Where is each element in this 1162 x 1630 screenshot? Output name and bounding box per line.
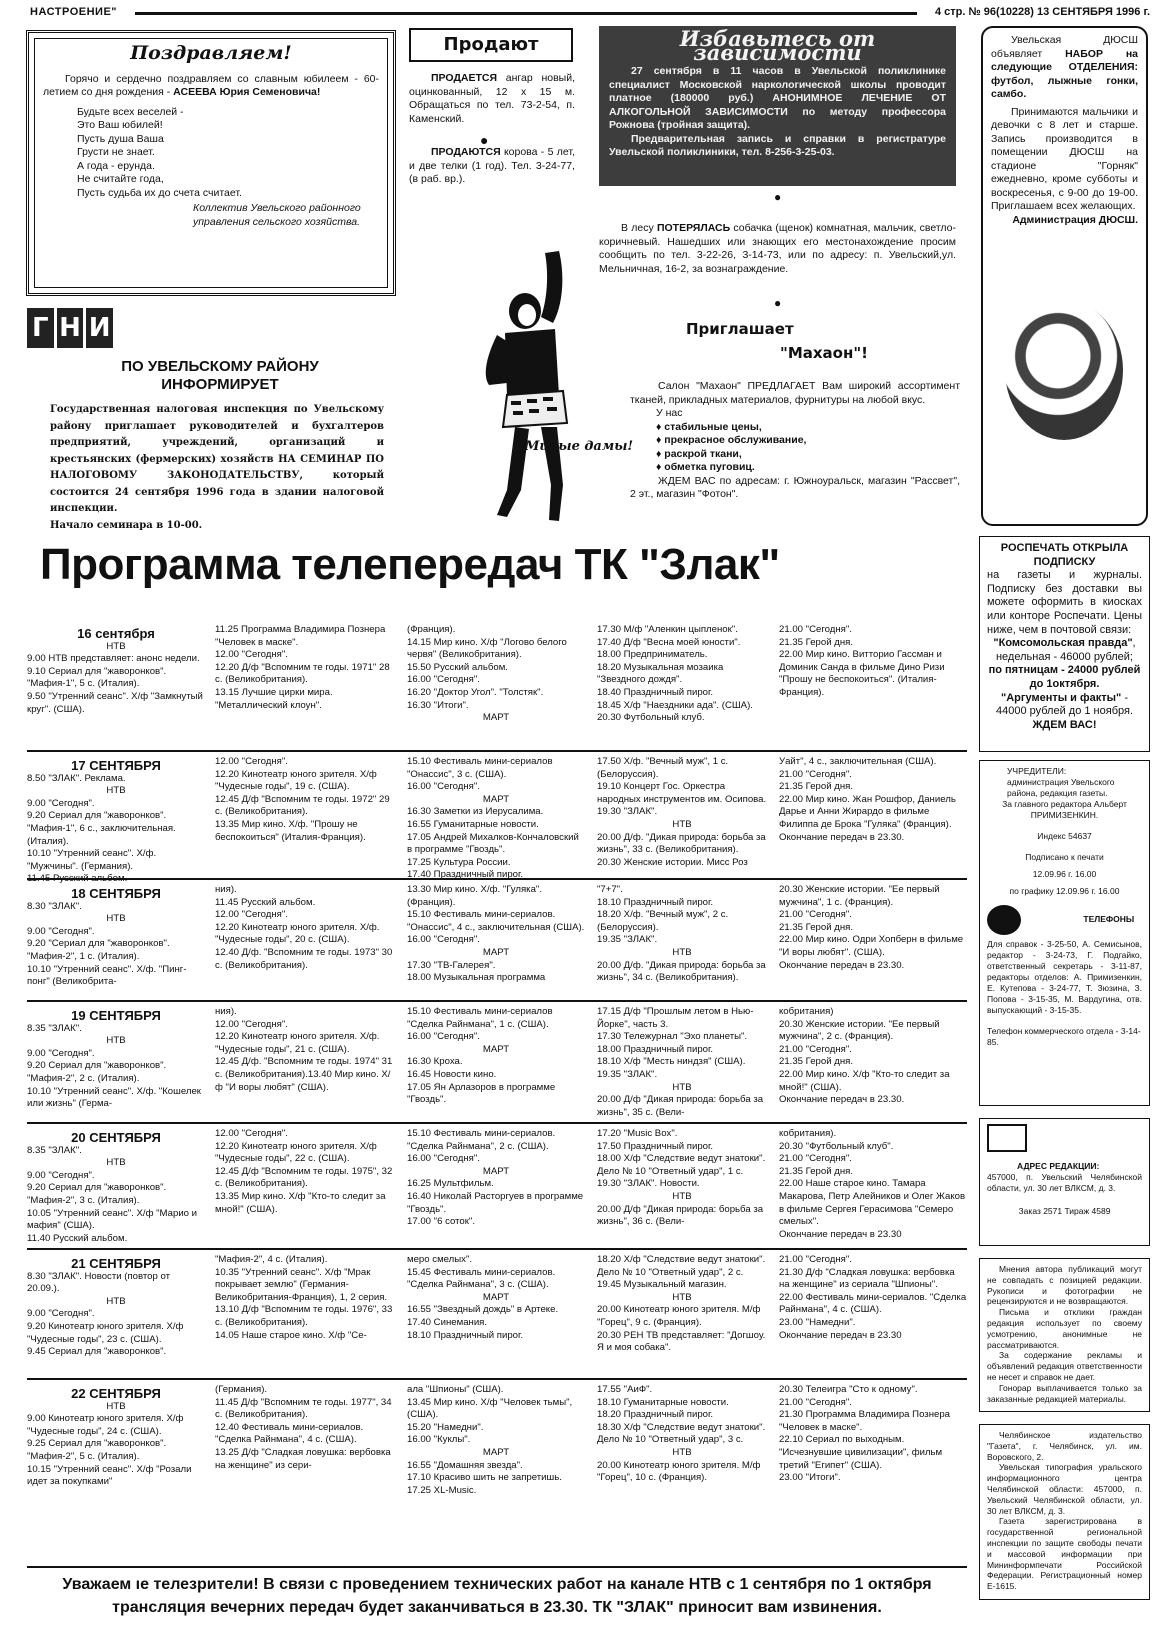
- program-entry: 18.10 Х/ф "Месть ниндзя" (США).: [597, 1056, 746, 1068]
- channel-label: НТВ: [106, 1400, 126, 1412]
- program-entry: 23.00 "Намедни".: [779, 1316, 856, 1328]
- program-entry: 8.30 "ЗЛАК". Новости (повтор от 20.09.).: [27, 1270, 171, 1295]
- program-entry: 9.45 Сериал для "жаворонков".: [27, 1346, 167, 1358]
- program-entry: 19.35 "ЗЛАК".: [597, 934, 658, 946]
- program-entry: 11.25 Программа Владимира Познера "Человек в маске".: [215, 624, 386, 648]
- channel-label: МАРТ: [482, 946, 510, 958]
- program-entry: 19.45 Музыкальный магазин.: [597, 1279, 727, 1291]
- program-entry: "7+7".: [597, 884, 623, 895]
- program-entry: 21.35 Герой дня.: [779, 781, 854, 793]
- tv-column: [407, 1128, 585, 1229]
- program-entry: 19.10 Концерт Гос. Оркестра народных инструментов им. Осипова.: [597, 781, 767, 805]
- channel-label: НТВ: [106, 785, 126, 797]
- program-entry: 15.10 Фестиваль мини-сериалов. "Сделка Райнмана", 2 с. (США).: [407, 1128, 556, 1152]
- addiction-title: Избавьтесь от зависимости: [679, 26, 876, 65]
- tv-column: [597, 1254, 767, 1355]
- channel-label: НТВ: [106, 1157, 126, 1169]
- program-entry: 17.50 Х/ф. "Вечный муж", 1 с. (Белоруссия).: [597, 756, 729, 780]
- channel-label: МАРТ: [482, 712, 510, 724]
- program-entry: 21.00 "Сегодня".: [779, 624, 852, 635]
- telephone-icon: [987, 905, 1021, 935]
- program-entry: 15.50 Русский альбом.: [407, 661, 508, 673]
- issue-info: 4 стр. № 96(10228) 13 СЕНТЯБРЯ 1996 г.: [934, 6, 1150, 18]
- tv-day-heading: 18 СЕНТЯБРЯ: [71, 886, 161, 901]
- program-entry: 9.50 "Утренний сеанс". Х/ф "Замкнутый круг". (США).: [27, 690, 203, 715]
- program-entry: 10.15 "Утренний сеанс". Х/ф "Розали идет за покупками": [27, 1463, 192, 1488]
- tv-column: [779, 1128, 967, 1241]
- tv-column: [779, 1384, 967, 1485]
- program-entry: меро смелых".: [407, 1254, 473, 1265]
- program-entry: 20.30 Телеигра "Сто к одному".: [779, 1384, 918, 1395]
- program-entry: 23.00 "Итоги".: [779, 1472, 841, 1484]
- program-entry: 17.15 Д/ф "Прошлым летом в Нью-Йорке", часть 3.: [597, 1006, 754, 1030]
- program-entry: 22.10 Сериал по выходным. "Исчезнувшие цивилизации", фильм третий "Египет" (США).: [779, 1434, 943, 1471]
- tv-program-title: Программа телепередач ТК "Злак": [40, 540, 780, 589]
- program-entry: 16.55 "Домашняя звезда".: [407, 1459, 523, 1471]
- program-entry: 17.40 Синемания.: [407, 1316, 488, 1328]
- program-entry: Окончание передач в 23.30.: [779, 831, 905, 843]
- program-entry: 13.15 Лучшие цирки мира. "Металлический клоун".: [215, 686, 333, 711]
- program-entry: 22.00 Мир кино. Жан Рошфор, Даниель Дарье и Анни Жирардо в фильме Филиппа де Брока "Гуляка" (Франция).: [779, 793, 956, 830]
- congratulations-title: Поздравляем!: [130, 42, 292, 64]
- program-entry: 18.40 Праздничный пирог.: [597, 686, 714, 698]
- celebrant-name: АСЕЕВА Юрия Семеновича!: [173, 86, 321, 98]
- program-entry: 13.35 Мир кино. Х/ф "Кто-то следит за мной!" (США).: [215, 1190, 386, 1215]
- program-entry: 20.00 Кинотеатр юного зрителя. М/ф "Горец", 10 с. (Франция).: [597, 1459, 761, 1484]
- program-entry: 22.00 Наше старое кино. Тамара Макарова, Петр Алейников и Олег Жаков в фильме Сергея Герасимова "Семеро смелых".: [779, 1178, 966, 1228]
- program-entry: 13.35 Мир кино. Х/ф. "Прошу не беспокоиться" (Италия-Франция).: [215, 818, 366, 843]
- header-rule: [135, 12, 917, 15]
- congratulations-intro: Горячо и сердечно поздравляем со славным юбилеем - 60-летием со дня рождения - АСЕЕВА Юрия Семеновича!: [43, 72, 379, 98]
- program-entry: 9.00 НТВ представляет: анонс недели.: [27, 653, 200, 665]
- sport-school-body: Принимаются мальчики и девочки с 8 лет и старше. Запись производится в помещении ДЮСШ на стадионе "Горняк" ежедневно, кроме субботы и воскресенья, с 9-00 до 19-00. Приглашаем всех желающих.: [991, 105, 1138, 212]
- program-entry: 12.00 "Сегодня".: [215, 1128, 288, 1139]
- program-entry: 20.00 Кинотеатр юного зрителя. М/ф "Горец", 9 с. (Франция).: [597, 1304, 761, 1328]
- addiction-treatment-ad: [599, 26, 956, 186]
- tv-column: [215, 1384, 395, 1472]
- program-entry: 18.20 Праздничный пирог.: [597, 1409, 714, 1421]
- program-entry: Уайт", 4 с., заключительная (США).: [779, 756, 937, 767]
- tax-inspection-title: ПО УВЕЛЬСКОМУ РАЙОНУ ИНФОРМИРУЕТ: [121, 358, 319, 393]
- dancing-woman-illustration: [467, 245, 634, 535]
- program-entry: 21.00 "Сегодня".: [779, 909, 852, 921]
- tv-viewer-notice: Уважаем ıе телезрители! В связи с проведением технических работ на канале НТВ с 1 сентября по 1 октября трансляция вечерних передач будет заканчиваться в 23.30. ТК "ЗЛАК" приносит вам извинения.: [27, 1566, 967, 1619]
- tv-day-row: [27, 1122, 967, 1244]
- tv-day-heading: 20 СЕНТЯБРЯ: [71, 1130, 161, 1145]
- tv-day-heading: 17 СЕНТЯБРЯ: [71, 758, 161, 773]
- tv-column: [27, 1254, 205, 1359]
- program-entry: 12.40 Фестиваль мини-сериалов. "Сделка Райнмана", 4 с. (США).: [215, 1421, 364, 1446]
- program-entry: 20.00 Д/ф. "Дикая природа: борьба за жизнь", 34 с. (Великобритания).: [597, 959, 766, 984]
- program-entry: 9.00 "Сегодня".: [27, 925, 95, 937]
- program-entry: Окончание передач в 23.30: [779, 1228, 902, 1240]
- program-entry: 11.40 Русский альбом.: [27, 1232, 128, 1244]
- program-entry: 8.50 "ЗЛАК". Реклама.: [27, 772, 126, 784]
- program-entry: 21.35 Герой дня.: [779, 1165, 854, 1177]
- program-entry: 20.30 Женские истории. Мисс Роз: [597, 856, 748, 868]
- program-entry: 22.00 Мир кино. Витторио Гассман и Доминик Санда в фильме Дино Ризи "Прошу не беспокоиться". (Италия-Франция).: [779, 649, 945, 698]
- program-entry: 17.20 "Music Box".: [597, 1128, 678, 1139]
- channel-label: НТВ: [672, 1291, 692, 1303]
- tax-seminar-notice: Государственная налоговая инспекция по Увельскому району приглашает руководителей и бухгалтеров предприятий, учреждений, организаций и крестьянских (фермерских) хозяйств НА СЕМИНАР ПО НАЛОГОВОМУ ЗАКОНОДАТЕЛЬСТВУ, который состоится 24 сентября 1996 года в здании налоговой инспекции. Начало семинара в 10-00.: [50, 404, 384, 531]
- for-sale-header: Продают: [409, 28, 573, 62]
- tv-column: [407, 884, 585, 985]
- program-entry: 12.20 Д/ф "Вспомним те годы. 1971" 28 с. (Великобритания).: [215, 661, 390, 686]
- program-entry: 9.20 Сериал для "жаворонков". "Мафия-2", 2 с. (Италия).: [27, 1060, 167, 1084]
- program-entry: 9.20 Кинотеатр юного зрителя. Х/ф "Чудесные годы", 23 с. (США).: [27, 1320, 184, 1345]
- program-entry: 21.35 Герой дня.: [779, 636, 854, 648]
- program-entry: 13.45 Мир кино. Х/ф "Человек тьмы", (США).: [407, 1396, 573, 1421]
- program-entry: 16.30 "Итоги".: [407, 699, 469, 711]
- tv-day-row: [27, 620, 967, 744]
- program-entry: 9.20 Сериал для "жаворонков". "Мафия-1", 6 с., заключительная. (Италия).: [27, 810, 176, 847]
- program-entry: 18.20 Х/ф. "Вечный муж", 2 с. (Белоруссия).: [597, 909, 729, 933]
- tv-column: [779, 1254, 967, 1342]
- program-entry: 18.10 Праздничный пирог.: [407, 1329, 524, 1341]
- channel-label: МАРТ: [482, 1446, 510, 1458]
- tv-column: [27, 756, 205, 886]
- tv-day-row: [27, 878, 967, 996]
- program-entry: 17.00 "6 соток".: [407, 1216, 475, 1228]
- program-entry: 10.35 "Утренний сеанс". Х/ф "Мрак покрывает землю" (Германия-Великобритания-Франция), 1, 2 серия.: [215, 1266, 388, 1303]
- program-entry: кобритания): [779, 1006, 834, 1017]
- program-entry: 17.40 Праздничный пирог.: [407, 869, 524, 881]
- program-entry: 12.00 "Сегодня".: [215, 649, 288, 661]
- program-entry: 9.00 "Сегодня".: [27, 797, 95, 809]
- tax-inspection-logo: Г Н И: [27, 308, 113, 348]
- tv-column: [407, 1006, 585, 1107]
- tv-column: [27, 624, 205, 716]
- program-entry: 19.30 "ЗЛАК". Новости.: [597, 1178, 700, 1190]
- program-entry: 16.40 Николай Расторгуев в программе "Гвоздь".: [407, 1190, 584, 1215]
- founders-box: УЧРЕДИТЕЛИ: администрация Увельского района, редакция газеты. За главного редактора Альберт ПРИМИЗЕНКИН. Индекс 54637 Подписано к печати 12.09.96 г. 16.00 по графику 12.09.96 г. 16.00 ТЕЛЕФОНЫ Для справок - 3-25-50, А. Семисынов, редактор - 3-24-73, Г. Подгайко, ответственный секретарь - 3-11-87, редакторы отделов: А. Примизенкин, Е. Кутепова - 3-24-77, Т. Зюзина, З. Попова - 3-15-35, М. Вардугина, отв. выпускающий - 3-15-35. Телефон коммерческого отдела - 3-14-85.: [979, 760, 1150, 1106]
- program-entry: 9.00 "Сегодня".: [27, 1047, 95, 1059]
- program-entry: 21.35 Герой дня.: [779, 921, 854, 933]
- football-icon: [1005, 300, 1123, 440]
- tv-column: [779, 884, 967, 972]
- program-entry: 17.55 "АиФ".: [597, 1384, 653, 1395]
- program-entry: 16.30 Кроха.: [407, 1056, 463, 1068]
- program-entry: 16.00 "Сегодня".: [407, 781, 480, 793]
- program-entry: 9.20 "Сериал для "жаворонков". "Мафия-2", 1 с. (Италия).: [27, 938, 170, 962]
- program-entry: 13.30 Мир кино. Х/ф. "Гуляка". (Франция).: [407, 884, 542, 908]
- figure-caption: Милые дамы!: [525, 439, 634, 454]
- program-entry: 12.20 Кинотеатр юного зрителя. Х/ф. "Чудесные годы", 21 с. (США).: [215, 1031, 380, 1055]
- program-entry: 12.00 "Сегодня".: [215, 1018, 288, 1030]
- tv-day-row: [27, 1378, 967, 1560]
- program-entry: 12.40 Д/ф. "Вспомним те годы. 1973" 30 с. (Великобритания).: [215, 946, 393, 971]
- program-entry: 17.05 Ян Арлазоров в программе "Гвоздь".: [407, 1081, 556, 1106]
- tv-column: [597, 624, 767, 725]
- tv-column: [779, 756, 967, 844]
- program-entry: 17.25 Культура России.: [407, 856, 511, 868]
- tv-column: [597, 884, 767, 985]
- addiction-contact: Предварительная запись и справки в регистратуре Увельской поликлиники, тел. 8-256-3-25-03.: [609, 132, 946, 158]
- channel-label: НТВ: [672, 946, 692, 958]
- program-entry: ния).: [215, 1006, 237, 1017]
- program-entry: 17.30 Тележурнал "Эхо планеты".: [597, 1031, 748, 1043]
- program-entry: 16.00 "Сегодня".: [407, 1153, 480, 1165]
- program-entry: 12.00 "Сегодня".: [215, 756, 288, 767]
- program-entry: 22.00 Мир кино. Одри Хопберн в фильме "И воры любят". (США).: [779, 934, 964, 958]
- program-entry: 18.30 Х/ф "Следствие ведут знатоки". Дело № 10 "Ответный удар", 3 с.: [597, 1421, 766, 1446]
- program-entry: 12.20 Кинотеатр юного зрителя. Х/ф. "Чудесные годы", 20 с. (США).: [215, 921, 380, 946]
- tv-column: [597, 1128, 767, 1229]
- tv-column: [215, 884, 395, 972]
- separator-dot-icon: ●: [774, 190, 782, 204]
- tv-column: [407, 1384, 585, 1497]
- program-entry: 11.45 Русский альбом.: [215, 896, 316, 908]
- tv-column: [27, 884, 205, 989]
- sport-school-ad: [981, 26, 1148, 526]
- program-entry: 12.45 Д/ф. "Вспомним те годы. 1974" 31 с. (Великобритания).13.40 Мир кино. Х/ф "И воры любят" (США).: [215, 1056, 393, 1093]
- congratulations-box: [26, 30, 396, 296]
- program-entry: 18.10 Праздничный пирог.: [597, 896, 714, 908]
- program-entry: 18.00 Праздничный пирог.: [597, 1043, 714, 1055]
- program-entry: 16.30 Заметки из Иерусалима.: [407, 806, 544, 818]
- program-entry: 12.00 "Сегодня".: [215, 909, 288, 921]
- program-entry: 21.00 "Сегодня".: [779, 768, 852, 780]
- program-entry: 12.45 Д/ф "Вспомним те годы. 1972" 29 с. (Великобритания).: [215, 793, 390, 818]
- tv-column: [27, 1006, 205, 1111]
- tv-day-heading: 16 сентября: [77, 626, 155, 641]
- channel-label: НТВ: [672, 1446, 692, 1458]
- program-entry: 21.00 "Сегодня".: [779, 1043, 852, 1055]
- program-entry: 20.30 Женские истории. "Ее первый мужчина", 1 с. (Франция).: [779, 884, 940, 908]
- program-entry: 17.50 Праздничный пирог.: [597, 1140, 714, 1152]
- tv-column: [407, 1254, 585, 1342]
- program-entry: 9.00 "Сегодня".: [27, 1308, 95, 1320]
- program-entry: 17.30 "ТВ-Галерея".: [407, 959, 496, 971]
- tv-column: [407, 756, 585, 882]
- program-entry: 14.05 Наше старое кино. Х/ф "Се-: [215, 1329, 367, 1341]
- program-entry: ала "Шпионы" (США).: [407, 1384, 504, 1395]
- addiction-body: 27 сентября в 11 часов в Увельской поликлинике специалист Московской наркологической школы проводит платное (180000 руб.) АНОНИМНОЕ ЛЕЧЕНИЕ ОТ АЛКОГОЛЬНОЙ ЗАВИСИМОСТИ по методу профессора Рожнова (тройная защита).: [609, 65, 946, 131]
- tv-day-heading: 22 СЕНТЯБРЯ: [71, 1386, 161, 1401]
- makhaon-ad-body: Салон "Махаон" ПРЕДЛАГАЕТ Вам широкий ассортимент тканей, прикладных материалов, фурнитуры на любой вкус. У нас ♦ стабильные цены, ♦ прекрасное обслуживание, ♦ раскрой ткани, ♦ обметка пуговиц. ЖДЕМ ВАС по адресам: г. Южноуральск, магазин "Рассвет", 2 эт., магазин "Фотон".: [630, 380, 960, 500]
- program-entry: 13.25 Д/ф "Сладкая ловушка: вербовка на женщине" из сери-: [215, 1446, 391, 1471]
- program-entry: 16.45 Новости кино.: [407, 1068, 497, 1080]
- program-entry: 16.55 "Звездный дождь" в Артеке.: [407, 1304, 559, 1316]
- makhaon-title-line2: "Махаон"!: [780, 344, 868, 362]
- address-box: АДРЕС РЕДАКЦИИ: 457000, п. Увельский Челябинской области, ул. 30 лет ВЛКСМ, д. 3. Заказ 2571 Тираж 4589: [979, 1118, 1150, 1246]
- subscription-ad: РОСПЕЧАТЬ ОТКРЫЛА ПОДПИСКУ на газеты и журналы. Подписку без доставки вы можете оформить в киосках или конторе Роспечати. Цены ниже, чем в почтовой связи: "Комсомольская правда", недельная - 46000 рублей; по пятницам - 24000 рублей до 1октября. "Аргументы и факты" - 44000 рублей до 1 ноября. ЖДЕМ ВАС!: [979, 536, 1150, 752]
- program-entry: 12.45 Д/ф "Вспомним те годы. 1975", 32 с. (Великобритания).: [215, 1165, 393, 1190]
- tv-column: [597, 1006, 767, 1119]
- tv-column: [407, 624, 585, 725]
- congratulations-signature: Коллектив Увельского районного управления сельского хозяйства.: [193, 202, 361, 228]
- tv-column: [215, 1128, 395, 1216]
- program-entry: Окончание передач в 23.30.: [779, 1094, 905, 1106]
- program-entry: 10.05 "Утренний сеанс". Х/ф "Марио и мафия" (США).: [27, 1207, 198, 1232]
- program-entry: 16.25 Мультфильм.: [407, 1178, 494, 1190]
- program-entry: 20.30 РЕН ТВ представляет: "Догшоу. Я и моя собака".: [597, 1329, 766, 1354]
- program-entry: 9.10 Сериал для "жаворонков". "Мафия-1", 5 с. (Италия).: [27, 665, 167, 690]
- makhaon-title-line1: Приглашает: [686, 320, 794, 338]
- program-entry: 13.10 Д/ф "Вспомним те годы. 1976", 33 с. (Великобритания).: [215, 1304, 393, 1328]
- separator-dot-icon: ●: [774, 296, 782, 310]
- for-sale-ad-2: ПРОДАЮТСЯ корова - 5 лет, и две телки (1 год). Тел. 3-24-77, (в раб. вр.).: [409, 146, 575, 185]
- program-entry: Окончание передач в 23.30.: [779, 959, 905, 971]
- channel-label: МАРТ: [482, 1043, 510, 1055]
- tv-day-heading: 19 СЕНТЯБРЯ: [71, 1008, 161, 1023]
- program-entry: 20.00 Д/ф "Дикая природа: борьба за жизнь", 36 с. (Вели-: [597, 1203, 764, 1228]
- program-entry: 22.00 Мир кино. Х/ф "Кто-то следит за мной!" (США).: [779, 1068, 950, 1093]
- for-sale-ad-1: ПРОДАЕТСЯ ангар новый, оцинкованный, 12 x 15 м. Обращаться по тел. 73-2-54, п. Каменский.: [409, 72, 575, 125]
- program-entry: 18.45 Х/ф "Наездники ада". (США).: [597, 699, 753, 711]
- tv-column: [597, 1384, 767, 1485]
- program-entry: 20.00 Д/ф. "Дикая природа: борьба за жизнь", 33 с. (Великобритания).: [597, 831, 766, 856]
- channel-label: НТВ: [106, 1035, 126, 1047]
- channel-label: НТВ: [672, 1081, 692, 1093]
- tv-column: [215, 1006, 395, 1094]
- tv-day-row: [27, 1000, 967, 1118]
- program-entry: 20.00 Д/ф "Дикая природа: борьба за жизнь", 35 с. (Вели-: [597, 1094, 764, 1118]
- program-entry: 16.55 Гуманитарные новости.: [407, 818, 539, 830]
- program-entry: 21.00 "Сегодня".: [779, 1396, 852, 1408]
- program-entry: 12.20 Кинотеатр юного зрителя. Х/ф "Чудесные годы", 19 с. (США).: [215, 768, 377, 793]
- program-entry: 15.10 Фестиваль мини-сериалов "Онассис", 3 с. (США).: [407, 756, 553, 780]
- program-entry: 22.00 Фестиваль мини-сериалов. "Сделка Райнмана", 4 с. (США).: [779, 1291, 967, 1316]
- program-entry: 15.10 Фестиваль мини-сериалов. "Онассис", 4 с., заключительная (США).: [407, 909, 585, 933]
- program-entry: 9.25 Сериал для "жаворонков". "Мафия-2", 5 с. (Италия).: [27, 1438, 167, 1462]
- program-entry: 14.15 Мир кино. Х/ф "Логово белого червя" (Великобритания).: [407, 636, 567, 661]
- tv-column: [597, 756, 767, 869]
- program-entry: 16.00 "Куклы".: [407, 1434, 471, 1446]
- program-entry: кобритания).: [779, 1128, 837, 1139]
- tv-column: [779, 1006, 967, 1107]
- program-entry: 16.00 "Сегодня".: [407, 1031, 480, 1043]
- separator-dot-icon: ●: [480, 132, 489, 148]
- tv-column: [215, 756, 395, 844]
- tv-day-row: [27, 750, 967, 885]
- program-entry: 17.05 Андрей Михалков-Кончаловский в программе "Гвоздь".: [407, 831, 579, 856]
- channel-label: НТВ: [106, 913, 126, 925]
- program-entry: 9.00 "Сегодня".: [27, 1169, 95, 1181]
- program-entry: 21.00 "Сегодня".: [779, 1153, 852, 1165]
- program-entry: 19.30 "ЗЛАК".: [597, 806, 658, 818]
- program-entry: 8.30 "ЗЛАК".: [27, 900, 82, 912]
- program-entry: (Франция).: [407, 624, 456, 635]
- program-entry: 8.35 "ЗЛАК".: [27, 1144, 82, 1156]
- program-entry: 21.35 Герой дня.: [779, 1056, 854, 1068]
- program-entry: 18.10 Гуманитарные новости.: [597, 1396, 729, 1408]
- congratulations-poem: Будьте всех веселей - Это Ваш юбилей! Пусть душа Ваша Грусти не знает. А года - ерунда. Не считайте года, Пусть судьба их до счета считает.: [77, 105, 242, 199]
- program-entry: 10.10 "Утренний сеанс". Х/ф. "Мужчины". (Германия).: [27, 848, 157, 872]
- program-entry: 16.20 "Доктор Угол". "Толстяк".: [407, 686, 544, 698]
- program-entry: ния).: [215, 884, 237, 895]
- program-entry: 18.20 Музыкальная мозаика "Звездного дождя".: [597, 661, 724, 686]
- channel-label: НТВ: [672, 1190, 692, 1202]
- program-entry: 18.00 Музыкальная программа: [407, 972, 546, 984]
- program-entry: 20.30 Женские истории. "Ее первый мужчина", 2 с. (Франция).: [779, 1018, 940, 1043]
- channel-label: МАРТ: [482, 793, 510, 805]
- program-entry: (Германия).: [215, 1384, 268, 1395]
- program-entry: 10.10 "Утренний сеанс". Х/ф. "Кошелек или жизнь" (Герма-: [27, 1085, 201, 1110]
- sport-school-signature: Администрация ДЮСШ.: [1012, 213, 1138, 226]
- program-entry: 18.20 Х/ф "Следствие ведут знатоки". Дело № 10 "Ответный удар", 2 с.: [597, 1254, 766, 1278]
- program-entry: 16.00 "Сегодня".: [407, 674, 480, 686]
- program-entry: 17.40 Д/ф "Весна моей юности".: [597, 636, 741, 648]
- publisher-box: Челябинское издательство "Газета", г. Челябинск, ул. им. Воровского, 2. Увельская типография уральского информационного центра Челябинской области: 457000, п. Увельский Челябинской области, ул. 30 лет ВЛКСМ, д. 3. Газета зарегистрирована в государственной региональной инспекции по защите свободы печати и массовой информации при Мининформпечати Российской Федерации. Регистрационный номер Е-1615.: [979, 1424, 1150, 1600]
- program-entry: 11.45 Русский альбом.: [27, 873, 128, 885]
- channel-label: НТВ: [106, 640, 126, 652]
- envelope-icon: [987, 1124, 1027, 1152]
- program-entry: "Мафия-2", 4 с. (Италия).: [215, 1254, 328, 1265]
- program-entry: 20.30 Футбольный клуб.: [597, 712, 705, 724]
- tv-column: [27, 1128, 205, 1245]
- sport-school-intro: Увельская ДЮСШ объявляет НАБОР на следующие ОТДЕЛЕНИЯ: футбол, лыжные гонки, самбо.: [991, 34, 1139, 100]
- program-entry: 15.10 Фестиваль мини-сериалов "Сделка Райнмана", 1 с. (США).: [407, 1006, 553, 1030]
- program-entry: 21.30 Д/ф "Сладкая ловушка: вербовка на женщине" из сериала "Шпионы".: [779, 1266, 955, 1291]
- program-entry: 8.35 "ЗЛАК".: [27, 1022, 82, 1034]
- program-entry: 19.35 "ЗЛАК".: [597, 1068, 658, 1080]
- program-entry: 17.30 М/ф "Аленкин цыпленок".: [597, 624, 738, 635]
- program-entry: 20.30 "Футбольный клуб".: [779, 1140, 894, 1152]
- program-entry: 12.20 Кинотеатр юного зрителя. Х/ф "Чудесные годы", 22 с. (США).: [215, 1140, 377, 1165]
- tv-day-row: [27, 1248, 967, 1374]
- channel-label: МАРТ: [482, 1165, 510, 1177]
- channel-label: МАРТ: [482, 1291, 510, 1303]
- program-entry: 16.00 "Сегодня".: [407, 934, 480, 946]
- channel-label: НТВ: [106, 1295, 126, 1307]
- program-entry: 17.10 Красиво шить не запретишь.: [407, 1472, 562, 1484]
- program-entry: 10.10 "Утренний сеанс". Х/ф. "Пинг-понг" (Великобрита-: [27, 963, 187, 988]
- program-entry: 18.00 Предприниматель.: [597, 649, 708, 661]
- disclaimer-box: Мнения автора публикаций могут не совпадать с позицией редакции. Рукописи и фотографии не рецензируются и не возвращаются. Письма и отклики граждан редакция использует по своему усмотрению, анонимные не рассматриваются. За содержание рекламы и объявлений редакция ответственности не несет и справок не дает. Гонорар выплачивается только за заказанные редакцией материалы.: [979, 1258, 1150, 1412]
- tv-column: [779, 624, 967, 700]
- section-name: НАСТРОЕНИЕ": [30, 6, 117, 18]
- program-entry: 9.20 Сериал для "жаворонков". "Мафия-2", 3 с. (Италия).: [27, 1182, 167, 1206]
- program-entry: 15.20 "Намедни".: [407, 1421, 484, 1433]
- program-entry: 21.30 Программа Владимира Познера "Человек в маске".: [779, 1409, 951, 1433]
- program-entry: 17.25 XL-Music.: [407, 1484, 477, 1496]
- tv-column: [215, 1254, 395, 1342]
- program-entry: 18.00 Х/ф "Следствие ведут знатоки". Дело № 10 "Ответный удар", 1 с.: [597, 1153, 766, 1177]
- lost-dog-ad: В лесу ПОТЕРЯЛАСЬ собачка (щенок) комнатная, мальчик, светло-коричневый. Нашедших или знающих его местонахождение просим сообщить по тел. 3-22-26, 3-14-73, или по адресу: п. Увельский,ул. Мельничная, 16-2, за вознаграждение.: [599, 222, 957, 275]
- program-entry: Окончание передач в 23.30: [779, 1329, 902, 1341]
- tv-column: [27, 1384, 205, 1489]
- channel-label: НТВ: [672, 818, 692, 830]
- program-entry: 15.45 Фестиваль мини-сериалов. "Сделка Райнмана", 3 с. (США).: [407, 1266, 556, 1291]
- program-entry: 11.45 Д/ф "Вспомним те годы. 1977", 34 с. (Великобритания).: [215, 1396, 392, 1421]
- tv-day-heading: 21 СЕНТЯБРЯ: [71, 1256, 161, 1271]
- tv-column: [215, 624, 395, 712]
- program-entry: 9.00 Кинотеатр юного зрителя. Х/ф "Чудесные годы", 24 с. (США).: [27, 1413, 184, 1437]
- program-entry: 21.00 "Сегодня".: [779, 1254, 852, 1265]
